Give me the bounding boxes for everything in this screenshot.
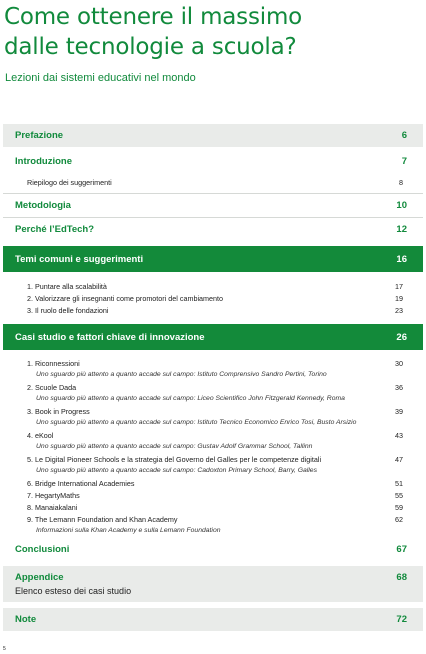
toc-page: 55 xyxy=(395,491,403,500)
toc-description: Elenco esteso dei casi studio xyxy=(15,586,132,596)
toc-page: 8 xyxy=(399,178,403,187)
toc-subentry[interactable] xyxy=(3,491,423,500)
toc-entry-introduzione[interactable] xyxy=(3,152,423,170)
toc-label: 1. Puntare alla scalabilità xyxy=(27,282,107,291)
toc-subentry[interactable] xyxy=(3,282,423,291)
toc-page: 26 xyxy=(396,331,407,343)
toc-label: 3. Il ruolo delle fondazioni xyxy=(27,306,109,315)
toc-subentry[interactable] xyxy=(3,359,423,368)
page-title xyxy=(4,2,422,62)
toc-label: Introduzione xyxy=(15,155,72,167)
toc-page: 51 xyxy=(395,479,403,488)
title-line-2: dalle tecnologie a scuola? xyxy=(4,34,297,60)
toc-page: 47 xyxy=(395,455,403,464)
toc-label: 9. The Lemann Foundation and Khan Academy xyxy=(27,515,178,524)
toc-subentry[interactable] xyxy=(3,294,423,303)
toc-entry-conclusioni[interactable] xyxy=(3,540,423,558)
toc-label: Metodologia xyxy=(15,199,71,211)
toc-page: 36 xyxy=(395,383,403,392)
toc-page: 39 xyxy=(395,407,403,416)
toc-label: 8. Manaiakalani xyxy=(27,503,78,512)
toc-label: Temi comuni e suggerimenti xyxy=(15,253,144,265)
toc-page: 12 xyxy=(396,223,407,235)
toc-subentry[interactable] xyxy=(3,407,423,416)
toc-entry-casi[interactable] xyxy=(3,324,423,350)
toc-page: 59 xyxy=(395,503,403,512)
title-line-1: Come ottenere il massimo xyxy=(4,4,303,30)
toc-entry-temi[interactable] xyxy=(3,246,423,272)
toc-subentry[interactable] xyxy=(3,479,423,488)
toc-entry-note[interactable] xyxy=(3,608,423,631)
toc-label: Conclusioni xyxy=(15,543,70,555)
toc-label: Casi studio e fattori chiave di innovazione xyxy=(15,331,205,343)
toc-label: Riepilogo dei suggerimenti xyxy=(27,178,112,187)
toc-label: 3. Book in Progress xyxy=(27,407,90,416)
toc-label: 2. Valorizzare gli insegnanti come promotori del cambiamento xyxy=(27,294,224,303)
toc-label: Appendice xyxy=(15,572,64,583)
divider xyxy=(3,217,423,218)
page-number: 5 xyxy=(3,646,6,652)
toc-label: Perché l’EdTech? xyxy=(15,223,95,235)
page-subtitle: Lezioni dai sistemi educativi nel mondo xyxy=(5,72,196,84)
divider xyxy=(3,193,423,194)
toc-label: 1. Riconnessioni xyxy=(27,359,80,368)
toc-subentry[interactable] xyxy=(3,383,423,392)
toc-page: 30 xyxy=(395,359,403,368)
toc-label: 6. Bridge International Academies xyxy=(27,479,135,488)
toc-subentry[interactable] xyxy=(3,306,423,315)
toc-label: 4. eKool xyxy=(27,431,54,440)
toc-page: 43 xyxy=(395,431,403,440)
toc-label: Note xyxy=(15,614,37,625)
toc-label: 5. Le Digital Pioneer Schools e la strategia del Governo del Galles per le competenze digitali xyxy=(27,455,322,464)
toc-entry-riepilogo[interactable] xyxy=(3,178,423,187)
toc-subentry[interactable] xyxy=(3,515,423,524)
toc-page: 16 xyxy=(396,253,407,265)
toc-page: 62 xyxy=(395,515,403,524)
toc-subentry[interactable] xyxy=(3,431,423,440)
toc-label: 2. Scuole Dada xyxy=(27,383,77,392)
toc-note: Uno sguardo più attento a quanto accade sul campo: Liceo Scientifico John Fitzgerald Kennedy, Roma xyxy=(36,395,345,402)
toc-note: Uno sguardo più attento a quanto accade sul campo: Istituto Comprensivo Sandro Pertini, Torino xyxy=(36,371,327,378)
toc-page: 23 xyxy=(395,306,403,315)
toc-note: Uno sguardo più attento a quanto accade sul campo: Gustav Adolf Grammar School, Tallinn xyxy=(36,443,313,450)
toc-page: 10 xyxy=(396,199,407,211)
toc-page: 7 xyxy=(401,155,407,167)
toc-entry-metodologia[interactable] xyxy=(3,196,423,214)
toc-label: 7. HegartyMaths xyxy=(27,491,80,500)
toc-subentry[interactable] xyxy=(3,455,423,464)
toc-note: Uno sguardo più attento a quanto accade sul campo: Istituto Tecnico Economico Enrico Tosi, Busto Arsizio xyxy=(36,419,357,426)
toc-page: 19 xyxy=(395,294,403,303)
toc-page: 67 xyxy=(396,543,407,555)
toc-entry-appendice[interactable] xyxy=(3,566,423,602)
toc-page: 68 xyxy=(396,572,407,583)
toc-entry-edtech[interactable] xyxy=(3,220,423,238)
toc-page: 17 xyxy=(395,282,403,291)
toc-label: Prefazione xyxy=(15,130,64,141)
toc-note: Informazioni sulla Khan Academy e sulla Lemann Foundation xyxy=(36,527,221,534)
toc-page: 6 xyxy=(401,130,407,141)
toc-subentry[interactable] xyxy=(3,503,423,512)
toc-note: Uno sguardo più attento a quanto accade sul campo: Cadoxton Primary School, Barry, Galles xyxy=(36,467,317,474)
toc-page: 72 xyxy=(396,614,407,625)
toc-entry-prefazione[interactable] xyxy=(3,124,423,147)
